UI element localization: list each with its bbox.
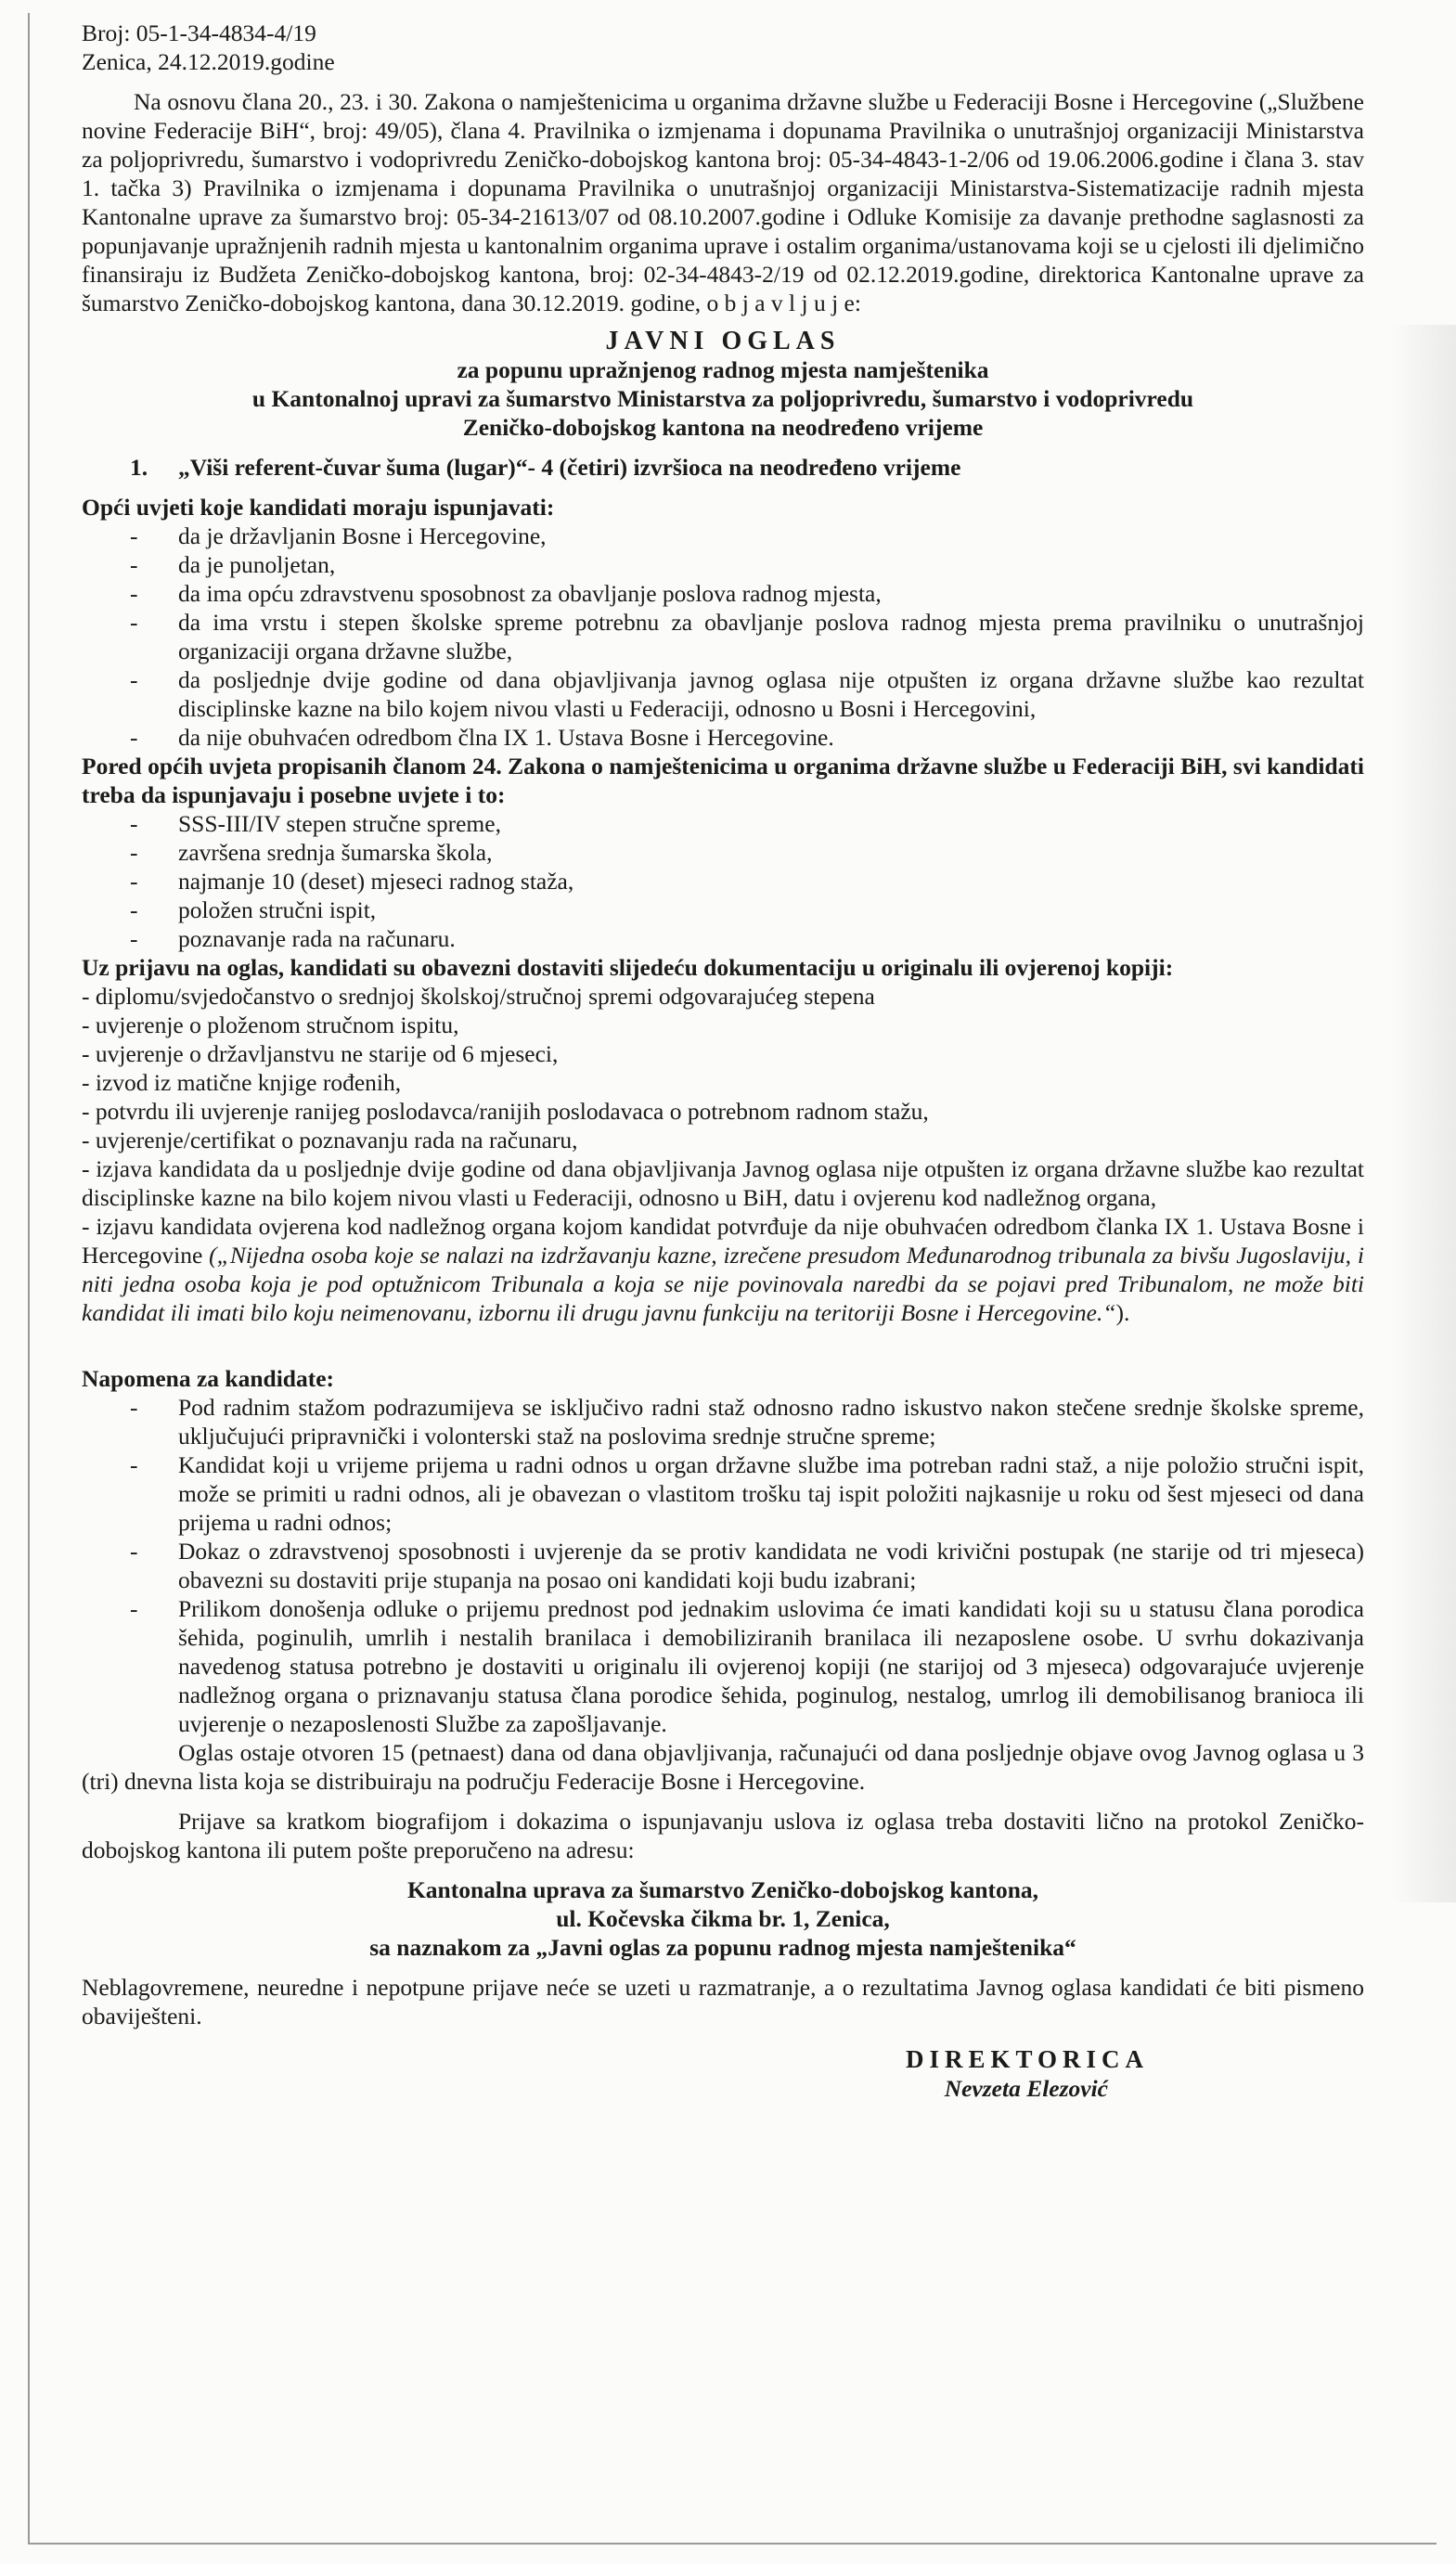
position-heading <box>82 453 1364 482</box>
list-item: - SSS-III/IV stepen stručne spreme, <box>82 809 1364 838</box>
list-item: - diplomu/svjedočanstvo o srednjoj školskoj/stručnoj spremi odgovarajućeg stepena <box>82 983 875 1010</box>
general-conditions-list <box>82 522 1364 752</box>
list-item-constitution-statement <box>82 1212 1364 1327</box>
address-line-1: Kantonalna uprava za šumarstvo Zeničko-dobojskog kantona, <box>406 1876 1039 1903</box>
list-item: - da nije obuhvaćen odredbom člna IX 1. Ustava Bosne i Hercegovine. <box>82 723 1364 752</box>
notes-heading: Napomena za kandidate: <box>82 1365 335 1392</box>
document <box>82 19 1364 2103</box>
list-item: - poznavanje rada na računaru. <box>82 924 1364 953</box>
list-item: - izvod iz matične knjige rođenih, <box>82 1069 402 1096</box>
list-item: - da ima vrstu i stepen školske spreme potrebnu za obavljanje poslova radnog mjesta prema pravilniku o unutrašnjoj organizaciji organa državne službe, <box>82 608 1364 665</box>
list-item: - Dokaz o zdravstvenoj sposobnosti i uvjerenje da se protiv kandidata ne vodi krivični postupak (ne starije od tri mjeseca) obavezni su dostaviti prije stupanja na posao oni kandidati koji budu izabrani; <box>82 1537 1364 1594</box>
documentation-list <box>82 982 1364 1327</box>
announcement-title: JAVNI OGLAS <box>605 327 841 355</box>
position-text: „Viši referent-čuvar šuma (lugar)“- 4 (četiri) izvršioca na neodređeno vrijeme <box>178 454 961 481</box>
title-line-2: u Kantonalnoj upravi za šumarstvo Ministarstva za poljoprivredu, šumarstvo i vodoprivredu <box>251 385 1194 412</box>
list-item: - Pod radnim stažom podrazumijeva se isključivo radni staž odnosno radno iskustvo nakon stečene srednje školske spreme, uključujući pripravnički i volonterski staž na poslovima srednje stručne spreme; <box>82 1393 1364 1450</box>
list-item: - potvrdu ili uvjerenje ranijeg poslodavca/ranijih poslodavaca o potrebnom radnom stažu, <box>82 1098 929 1125</box>
list-item: - Prilikom donošenja odluke o prijemu prednost pod jednakim uslovima će imati kandidati koji su u statusu člana porodica šehida, poginulih, umrlih i nestalih branilaca i demobiliziranih branilaca ili nezaposlene osobe. U svrhu dokazivanja navedenog statusa potrebno je dostaviti u originalu ili ovjerenoj kopiji (ne starijoj od 3 mjeseca) odgovarajuće uvjerenje nadležnog organa o priznavanju statusa člana porodice šehida, poginulog, nestalog, umrlog ili demobilisanog branioca ili uvjerenje o nezaposlenosti Službe za zapošljavanje. <box>82 1594 1364 1738</box>
list-item: - uvjerenje o ploženom stručnom ispitu, <box>82 1011 459 1038</box>
list-item: - da je državljanin Bosne i Hercegovine, <box>82 522 1364 550</box>
list-item: - uvjerenje/certifikat o poznavanju rada na računaru, <box>82 1127 578 1153</box>
list-item: - završena srednja šumarska škola, <box>82 838 1364 867</box>
statement-end: ). <box>1115 1299 1130 1326</box>
place-date: Zenica, 24.12.2019.godine <box>82 48 335 75</box>
closing-paragraph: Neblagovremene, neuredne i nepotpune prijave neće se uzeti u razmatranje, a o rezultatima Javnog oglasa kandidati će biti pismeno obaviješteni. <box>82 1974 1364 2029</box>
position-number: 1. <box>130 454 148 481</box>
statement-quote: („Nijedna osoba koje se nalazi na izdržavanju kazne, izrečene presudom Međunarodnog tribunala za bivšu Jugoslaviju, i niti jedna osoba koja je pod optužnicom Tribunala a koja se nije povinovala naredbi da se pojavi pred Tribunalom, ne može biti kandidat ili imati bilo koju neimenovanu, izbornu ili drugu javnu funkciju na teritoriji Bosne i Hercegovine.“ <box>82 1242 1364 1326</box>
title-line-1: za popunu upražnjenog radnog mjesta namještenika <box>457 356 989 383</box>
list-item: - izjava kandidata da u posljednje dvije godine od dana objavljivanja Javnog oglasa nije otpušten iz organa državne službe kao rezultat disciplinske kazne na bilo kojem nivou vlasti u Federaciji, odnosno u BiH, datu i ovjerenu kod nadležnog organa, <box>82 1155 1364 1211</box>
notes-list <box>82 1393 1364 1738</box>
statement-text: - izjavu kandidata ovjerena kod nadležnog organa kojom kandidat potvrđuje da nije obuhvaćen odredbom članka IX 1. Ustava Bosne i Hercegovine <box>82 1213 1364 1269</box>
signature-title: DIREKTORICA <box>905 2045 1149 2073</box>
list-item: - da ima opću zdravstvenu sposobnost za obavljanje poslova radnog mjesta, <box>82 579 1364 608</box>
list-item: - da posljednje dvije godine od dana objavljivanja javnog oglasa nije otpušten iz organa državne službe kao rezultat disciplinske kazne na bilo kojem nivou vlasti u Federaciji, odnosno u Bosni i Hercegovini, <box>82 665 1364 723</box>
address-line-2: ul. Kočevska čikma br. 1, Zenica, <box>556 1905 890 1932</box>
open-period-paragraph: Oglas ostaje otvoren 15 (petnaest) dana od dana objavljivanja, računajući od dana posljednje objave ovog Javnog oglasa u 3 (tri) dnevna lista koja se distribuiraju na području Federacije Bosne i Hercegovine. <box>82 1739 1364 1795</box>
general-conditions-heading: Opći uvjeti koje kandidati moraju ispunjavati: <box>82 494 555 521</box>
intro-paragraph: Na osnovu člana 20., 23. i 30. Zakona o namještenicima u organima državne službe u Federaciji Bosne i Hercegovine („Službene novine Federacije BiH“, broj: 49/05), člana 4. Pravilnika o izmjenama i dopunama Pravilnika o unutrašnjoj organizaciji Ministarstva za poljoprivredu, šumarstvo i vodoprivredu Zeničko-dobojskog kantona broj: 05-34-4843-1-2/06 od 19.06.2006.godine i člana 3. stav 1. tačka 3) Pravilnika o izmjenama i dopunama Pravilnika o unutrašnjoj organizaciji Ministarstva-Sistematizacije radnih mjesta Kantonalne uprave za šumarstvo broj: 05-34-21613/07 od 08.10.2007.godine i Odluke Komisije za davanje prethodne saglasnosti za popunjavanje upražnjenih radnih mjesta u kantonalnim organima uprave i ostalim organima/ustanovama koji se u cjelosti ili djelimično finansiraju iz Budžeta Zeničko-dobojskog kantona, broj: 02-34-4843-2/19 od 02.12.2019.godine, direktorica Kantonalne uprave za šumarstvo Zeničko-dobojskog kantona, dana 30.12.2019. godine, o b j a v l j u j e: <box>82 88 1364 316</box>
reference-number: Broj: 05-1-34-4834-4/19 <box>82 19 316 46</box>
list-item: - uvjerenje o državljanstvu ne starije od 6 mjeseci, <box>82 1040 559 1067</box>
address-line-3: sa naznakom za „Javni oglas za popunu radnog mjesta namještenika“ <box>369 1934 1076 1961</box>
list-item: - Kandidat koji u vrijeme prijema u radni odnos u organ državne službe ima potreban radni staž, a nije položio stručni ispit, može se primiti u radni odnos, ali je obavezan o vlastitom trošku taj ispit položiti najkasnije u roku od šest mjeseci od dana prijema u radni odnos; <box>82 1450 1364 1537</box>
special-conditions-list <box>82 809 1364 953</box>
list-item: - položen stručni ispit, <box>82 895 1364 924</box>
special-conditions-heading: Pored općih uvjeta propisanih članom 24. Zakona o namještenicima u organima državne službe u Federaciji BiH, svi kandidati treba da ispunjavaju i posebne uvjete i to: <box>82 753 1364 808</box>
title-line-3: Zeničko-dobojskog kantona na neodređeno vrijeme <box>462 414 984 441</box>
list-item: - da je punoljetan, <box>82 550 1364 579</box>
submission-paragraph: Prijave sa kratkom biografijom i dokazima o ispunjavanju uslova iz oglasa treba dostaviti lično na protokol Zeničko-dobojskog kantona ili putem pošte preporučeno na adresu: <box>82 1808 1364 1863</box>
adjacent-page-bleed <box>1392 325 1456 1902</box>
list-item: - najmanje 10 (deset) mjeseci radnog staža, <box>82 867 1364 895</box>
documentation-heading: Uz prijavu na oglas, kandidati su obavezni dostaviti slijedeću dokumentaciju u originalu ili ovjerenoj kopiji: <box>82 954 1174 981</box>
signature-name: Nevzeta Elezović <box>944 2075 1108 2102</box>
